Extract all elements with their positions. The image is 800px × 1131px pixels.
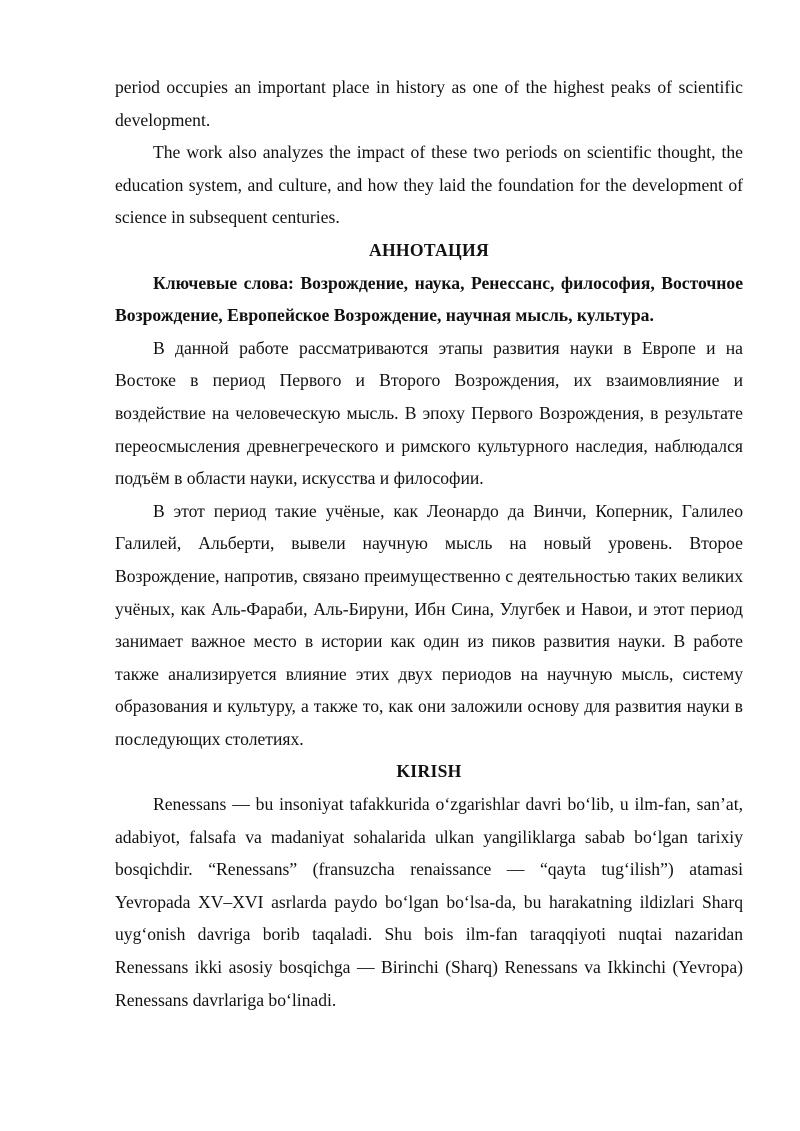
annotation-paragraph-1: В данной работе рассматриваются этапы развития науки в Европе и на Востоке в период Первого и Второго Возрождения, их взаимовлияние и воздействие на человеческую мысль. В эпоху Первого Возрождения, в результате переосмысления древнегреческого и римского культурного наследия, наблюдался подъём в области науки, искусства и философии. <box>115 337 743 489</box>
annotation-heading: АННОТАЦИЯ <box>368 239 490 260</box>
introduction-paragraph-1: Renessans — bu insoniyat tafakkurida o‘zgarishlar davri bo‘lib, u ilm-fan, san’at, adabiyot, falsafa va madaniyat sohalarida ulkan yangiliklarga sabab bo‘lgan tarixiy bosqichdir. “Renessans” (fransuzcha renaissance — “qayta tug‘ilish”) atamasi Yevropada XV–XVI asrlarda paydo bo‘lgan bo‘lsa-da, bu harakatning ildizlari Sharq uyg‘onish davriga borib taqaladi. Shu bois ilm-fan taraqqiyoti nuqtai nazaridan Renessans ikki asosiy bosqichga — Birinchi (Sharq) Renessans va Ikkinchi (Yevropa) Renessans davrlariga bo‘linadi. <box>115 794 743 1010</box>
document-page <box>115 71 743 1016</box>
english-abstract-paragraph: The work also analyzes the impact of these two periods on scientific thought, the education system, and culture, and how they laid the foundation for the development of science in subsequent centuries. <box>115 142 743 228</box>
english-abstract-paragraph-end: period occupies an important place in history as one of the highest peaks of scientific development. <box>115 77 743 130</box>
annotation-paragraph-2: В этот период такие учёные, как Леонардо да Винчи, Коперник, Галилео Галилей, Альберти, вывели научную мысль на новый уровень. Второе Возрождение, напротив, связано преимущественно с деятельностью таких великих учёных, как Аль-Фараби, Аль-Бируни, Ибн Сина, Улугбек и Навои, и этот период занимает важное место в истории как один из пиков развития науки. В работе также анализируется влияние этих двух периодов на научную мысль, систему образования и культуру, а также то, как они заложили основу для развития науки в последующих столетиях. <box>115 500 743 749</box>
keywords-paragraph: Ключевые слова: Возрождение, наука, Ренессанс, философия, Восточное Возрождение, Европейское Возрождение, научная мысль, культура. <box>115 272 743 326</box>
introduction-heading: KIRISH <box>396 761 462 782</box>
